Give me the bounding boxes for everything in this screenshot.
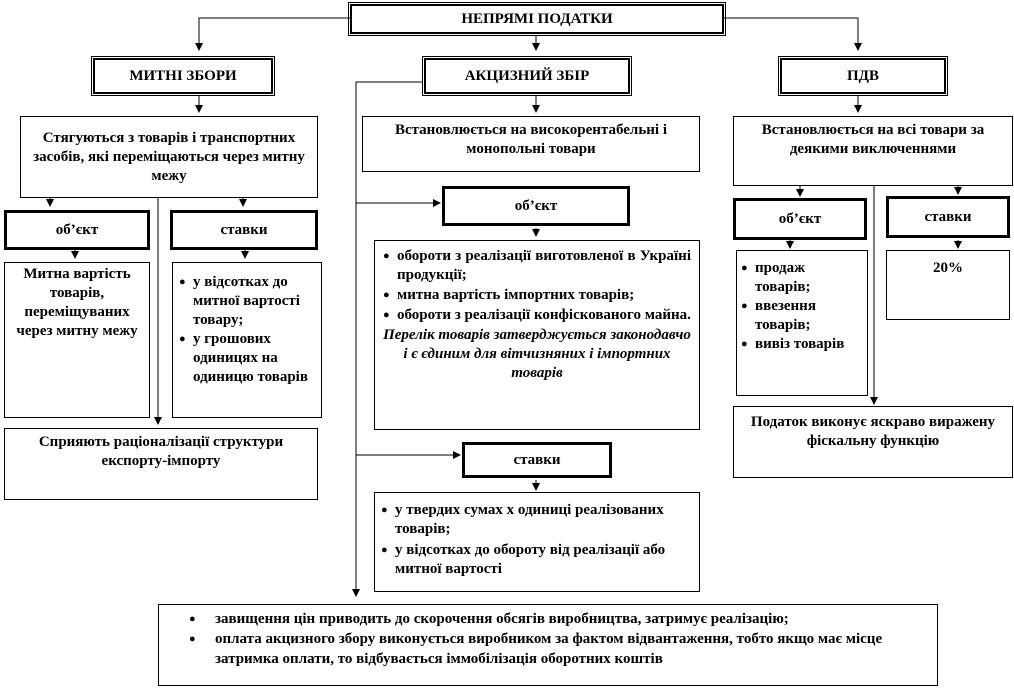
customs-effect <box>4 428 318 500</box>
vat-object-box <box>736 250 868 396</box>
customs-object-text: Митна вартість товарів, переміщуваних через митну межу <box>16 266 138 339</box>
excise-object-item: ● митна вартість імпортних товарів; <box>383 286 691 305</box>
customs-description <box>20 116 318 198</box>
vat-rates-label: ставки <box>886 196 1010 238</box>
excise-title: АКЦИЗНИЙ ЗБІР <box>424 58 630 94</box>
vat-object-item: ● вивіз товарів <box>741 335 863 354</box>
vat-effect <box>733 406 1013 478</box>
customs-title: МИТНІ ЗБОРИ <box>93 58 273 94</box>
vat-rate-value: 20% <box>933 260 963 276</box>
vat-description <box>733 116 1013 186</box>
customs-rates-box <box>172 262 322 418</box>
arrow-root-customs <box>199 18 350 50</box>
excise-object-item: ● обороти з реалізації виготовленої в Україні продукції; <box>383 247 691 285</box>
customs-rate-item: ● у грошових одиницях на одиницю товарів <box>179 330 315 387</box>
excise-description <box>362 116 700 172</box>
customs-effect-text: Сприяють раціоналізації структури експорту-імпорту <box>38 434 284 469</box>
vat-effect-text: Податок виконує яскраво виражену фіскальну функцію <box>750 414 996 449</box>
vat-object-label: об’єкт <box>733 198 867 240</box>
vat-title: ПДВ <box>780 58 946 94</box>
customs-object-box <box>4 262 150 418</box>
vat-rate-box <box>886 250 1010 320</box>
excise-effects <box>158 604 938 686</box>
vat-object-item: ● ввезення товарів; <box>741 297 863 335</box>
arrow-root-vat <box>724 18 858 50</box>
vat-object-item: ● продаж товарів; <box>741 259 863 297</box>
excise-rates-box <box>374 492 700 592</box>
vat-description-text: Встановлюється на всі товари за деякими виключеннями <box>761 122 985 157</box>
customs-object-label: об’єкт <box>4 210 150 250</box>
root-title: НЕПРЯМІ ПОДАТКИ <box>350 4 724 34</box>
excise-description-text: Встановлюється на високорентабельні і монопольні товари <box>394 122 668 157</box>
excise-rate-item: ● у відсотках до обороту від реалізації або митної вартості <box>381 541 693 579</box>
customs-description-text: Стягуються з товарів і транспортних засобів, які переміщаються через митну межу <box>33 129 305 184</box>
customs-rate-item: ● у відсотках до митної вартості товару; <box>179 273 315 330</box>
excise-rate-item: ● у твердих сумах х одиниці реалізованих товарів; <box>381 501 693 539</box>
excise-object-note: Перелік товарів затверджується законодавчо і є єдиним для вітчизняних і імпортних товарів <box>383 327 691 381</box>
customs-rates-label: ставки <box>170 210 318 250</box>
excise-object-label: об’єкт <box>442 186 630 226</box>
excise-object-item: ● обороти з реалізації конфіскованого майна. <box>383 306 691 325</box>
excise-effect-item: ● завищення цін приводить до скорочення обсягів виробництва, затримує реалізацію; <box>189 609 927 629</box>
excise-effect-item: ● оплата акцизного збору виконується виробником за фактом відвантаження, тобто якщо має місце затримка оплати, то відбувається іммобілізація оборотних коштів <box>189 629 927 669</box>
excise-object-box <box>374 240 700 430</box>
excise-rates-label: ставки <box>462 442 612 478</box>
